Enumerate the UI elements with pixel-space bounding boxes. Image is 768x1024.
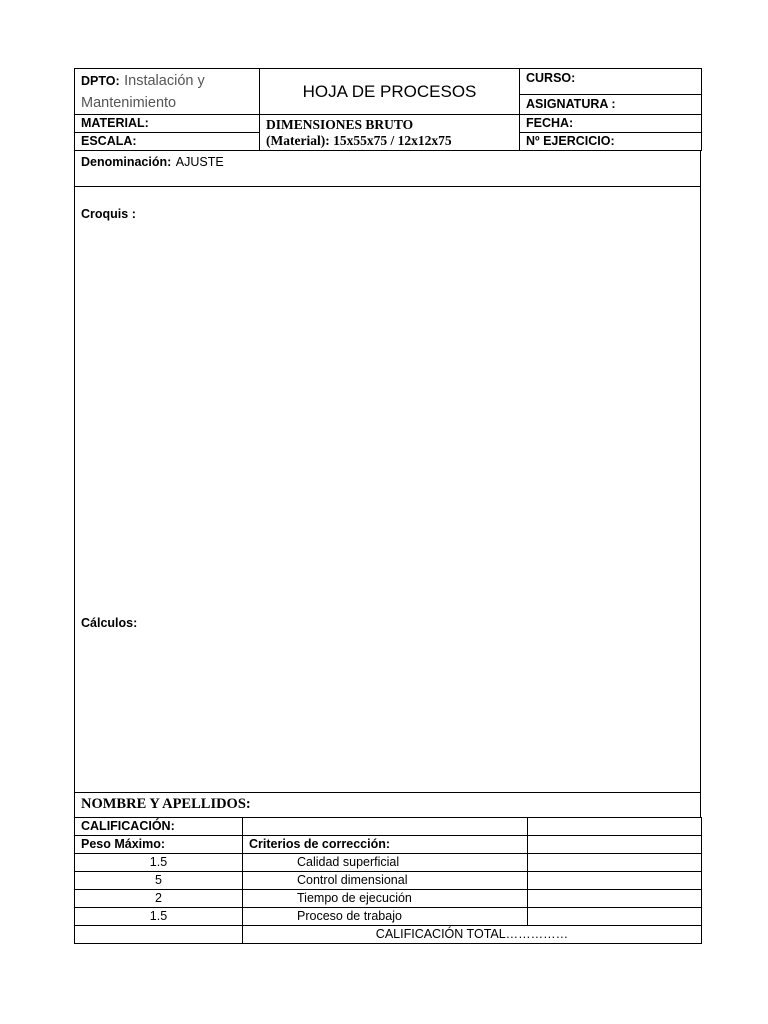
asignatura-field[interactable]: ASIGNATURA :: [520, 95, 702, 115]
header-score-cell[interactable]: [528, 836, 702, 854]
denominacion-cell[interactable]: [75, 151, 701, 187]
content-table: [74, 150, 701, 818]
header-table: [74, 68, 702, 151]
score-cell[interactable]: [528, 872, 702, 890]
nombre-field[interactable]: NOMBRE Y APELLIDOS:: [75, 793, 701, 818]
denominacion-label: Denominación:: [81, 155, 172, 169]
escala-field[interactable]: ESCALA:: [75, 133, 260, 151]
calificacion-label: CALIFICACIÓN:: [75, 818, 243, 836]
dept-cell: [75, 69, 260, 115]
peso-value: 1.5: [75, 908, 243, 926]
process-sheet: [74, 68, 701, 948]
calificacion-extra[interactable]: [528, 818, 702, 836]
drawing-area[interactable]: [75, 187, 701, 793]
table-row: [75, 890, 702, 908]
score-cell[interactable]: [528, 890, 702, 908]
peso-value: 1.5: [75, 854, 243, 872]
peso-header: Peso Máximo:: [75, 836, 243, 854]
grading-header-row: [75, 836, 702, 854]
total-empty-cell: [75, 926, 243, 944]
denominacion-value: AJUSTE: [175, 155, 224, 169]
grading-table: [74, 817, 702, 944]
score-cell[interactable]: [528, 854, 702, 872]
score-cell[interactable]: [528, 908, 702, 926]
calificacion-input[interactable]: [243, 818, 528, 836]
peso-value: 2: [75, 890, 243, 908]
calificacion-row: [75, 818, 702, 836]
ejercicio-field[interactable]: Nº EJERCICIO:: [520, 133, 702, 151]
material-field[interactable]: MATERIAL:: [75, 115, 260, 133]
criterio-text: Tiempo de ejecución: [243, 890, 528, 908]
total-row: [75, 926, 702, 944]
total-label[interactable]: CALIFICACIÓN TOTAL……………: [243, 926, 702, 944]
table-row: [75, 854, 702, 872]
curso-field[interactable]: CURSO:: [520, 69, 702, 95]
dept-value-line1: Instalación y: [124, 73, 205, 89]
criterio-text: Proceso de trabajo: [243, 908, 528, 926]
peso-value: 5: [75, 872, 243, 890]
criterio-text: Control dimensional: [243, 872, 528, 890]
fecha-field[interactable]: FECHA:: [520, 115, 702, 133]
dimensions-cell: [260, 115, 520, 151]
calculos-label: Cálculos:: [81, 616, 138, 630]
dept-label: DPTO:: [81, 74, 120, 88]
sheet-title: HOJA DE PROCESOS: [260, 69, 520, 115]
dept-value-line2: Mantenimiento: [81, 95, 177, 111]
criterio-text: Calidad superficial: [243, 854, 528, 872]
dims-line2: (Material): 15x55x75 / 12x12x75: [266, 133, 452, 148]
croquis-label: Croquis :: [81, 207, 136, 221]
criterios-header: Criterios de corrección:: [243, 836, 528, 854]
dims-line1: DIMENSIONES BRUTO: [266, 117, 414, 132]
table-row: [75, 908, 702, 926]
table-row: [75, 872, 702, 890]
